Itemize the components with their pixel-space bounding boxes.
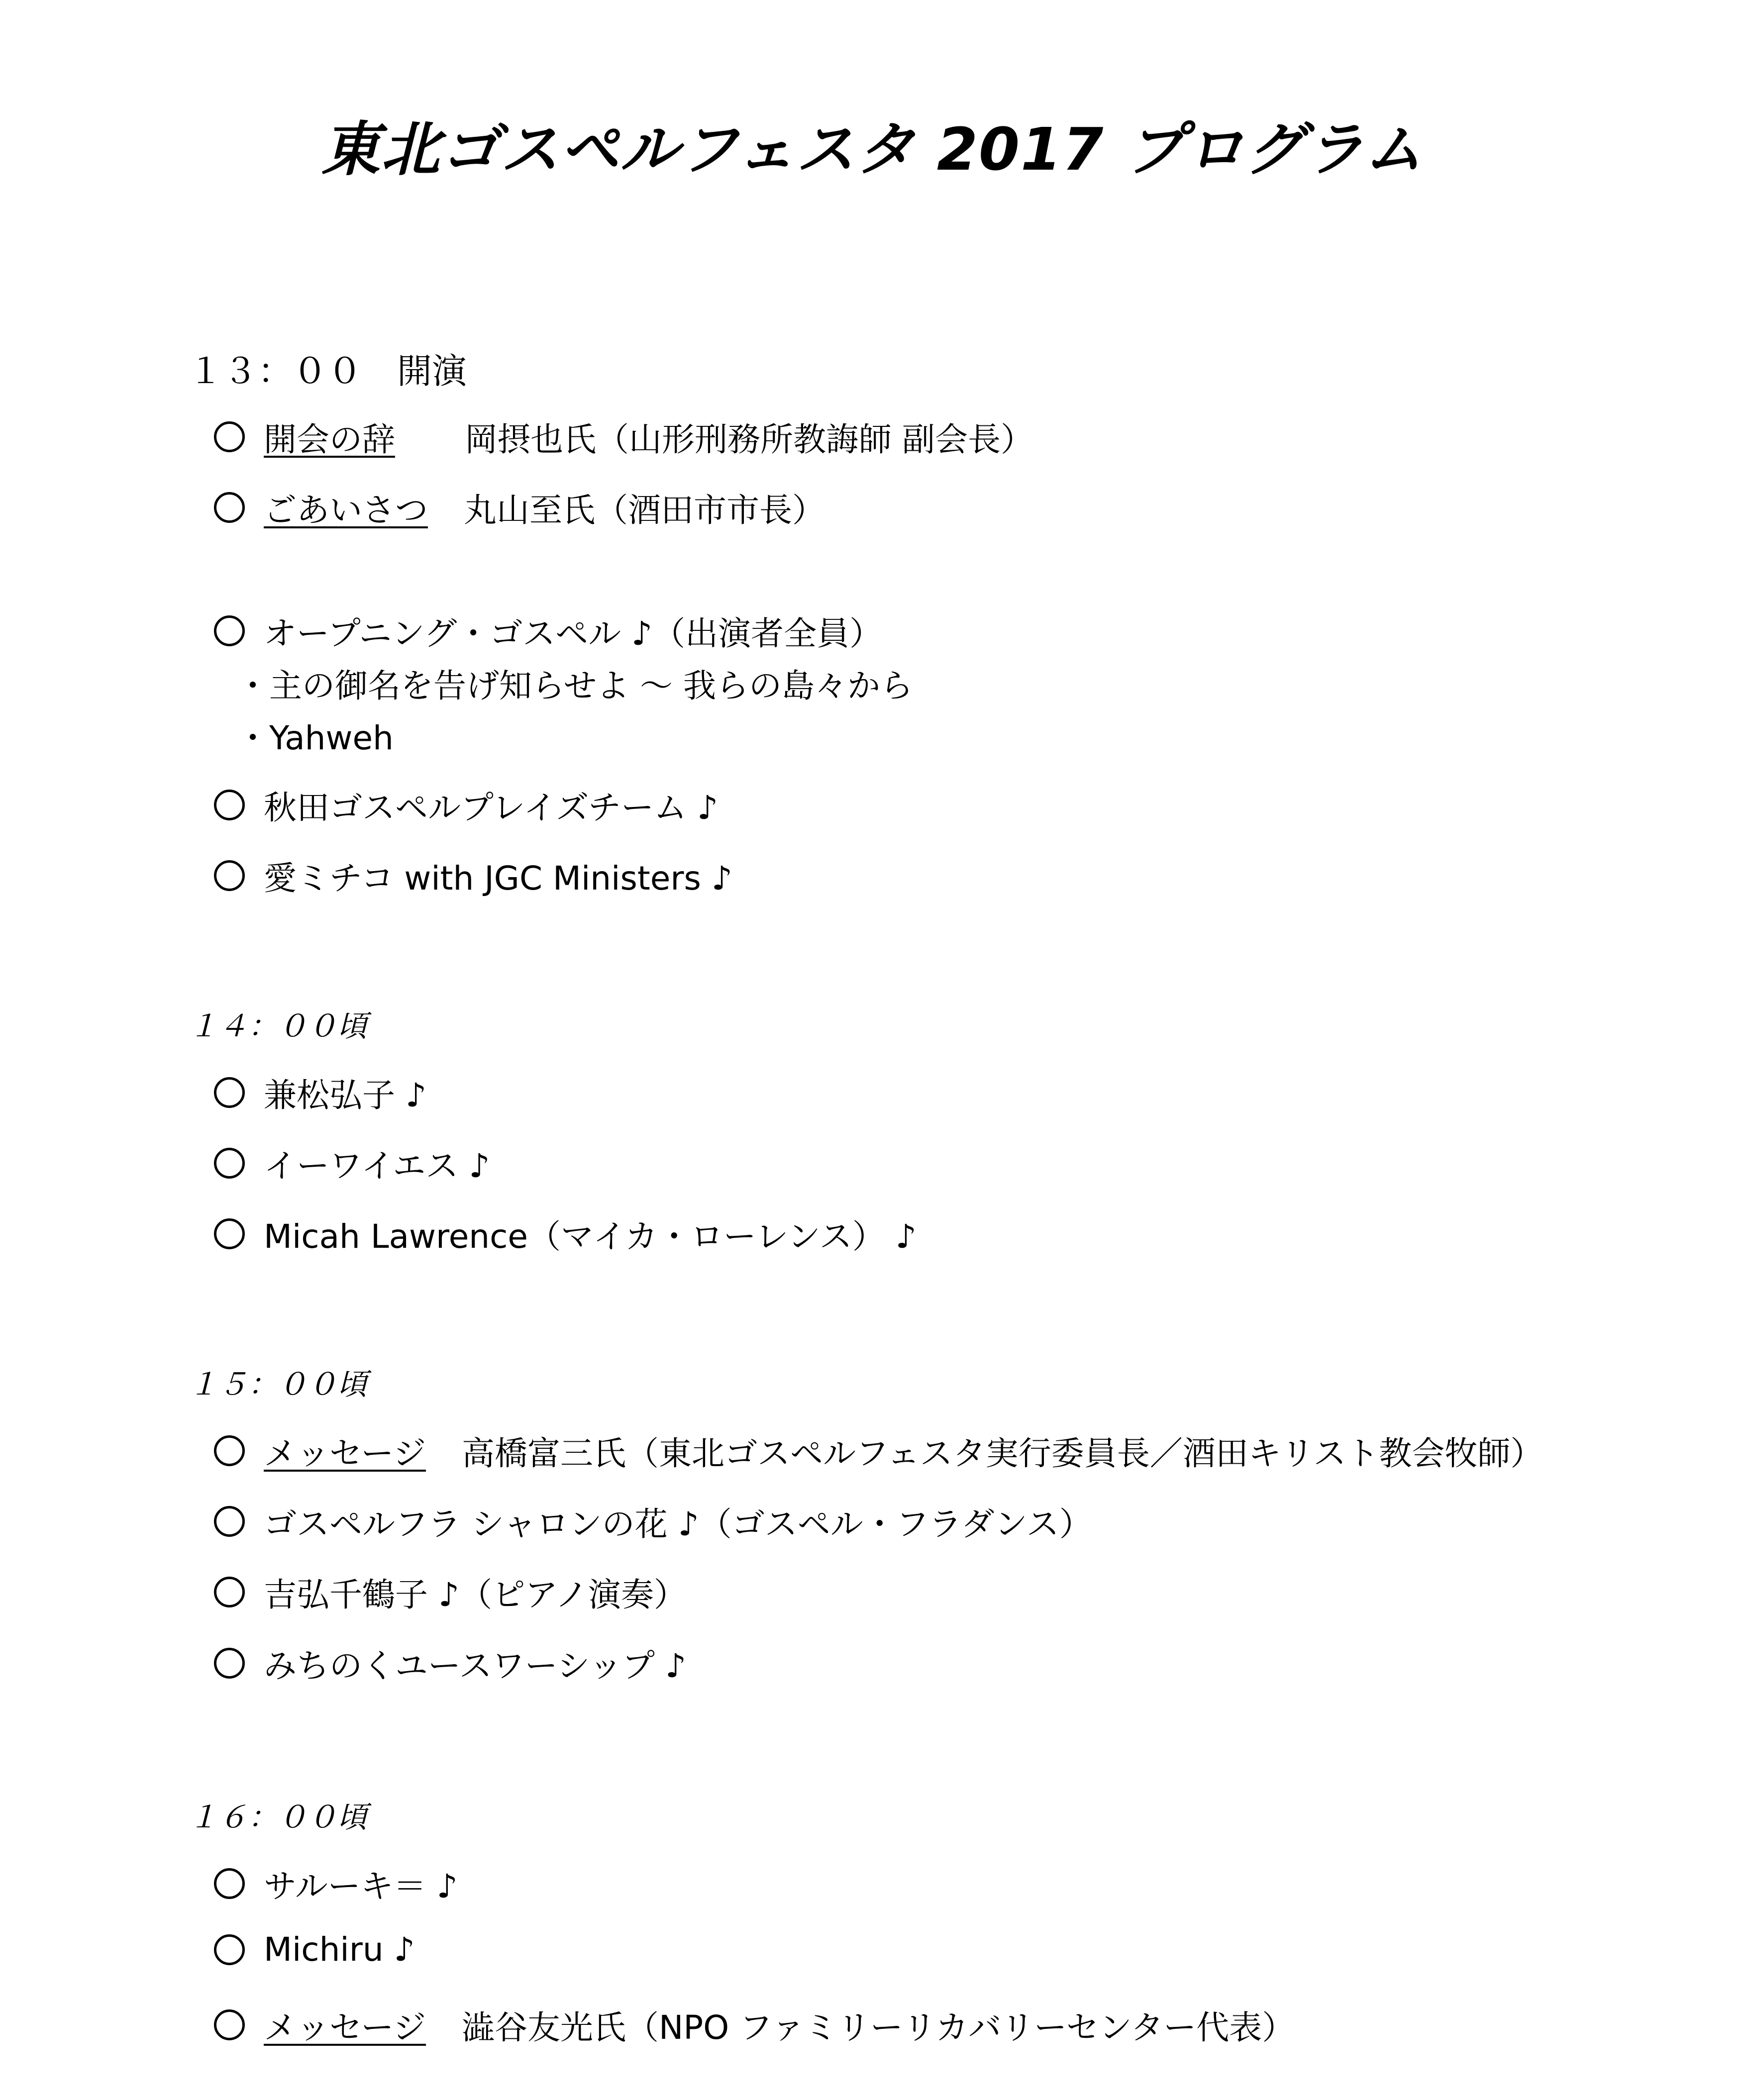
item-text: オープニング・ゴスペル ♪（出演者全員） (264, 614, 883, 653)
circle-bullet-icon (214, 1934, 245, 1965)
item-text: サルーキ＝ ♪ (264, 1867, 458, 1905)
program-item-opening-gospel (214, 607, 882, 654)
circle-bullet-icon (214, 1577, 245, 1607)
circle-bullet-icon (214, 1648, 245, 1679)
item-text: 吉弘千鶴子 ♪（ピアノ演奏） (264, 1576, 687, 1614)
program-item-saluki (214, 1860, 458, 1907)
song-item: ・主の御名を告げ知らせよ 〜 我らの島々から (236, 667, 913, 705)
page-title: 東北ゴスペルフェスタ 2017 プログラム (321, 115, 1424, 184)
circle-bullet-icon (214, 860, 245, 891)
program-item-akita-gospel (214, 781, 718, 828)
time-heading-1400: １４：００頃 (188, 1009, 367, 1044)
circle-bullet-icon (214, 1868, 245, 1899)
item-text: Michiru ♪ (264, 1930, 415, 1969)
item-detail: 澁谷友光氏（NPO ファミリーリカバリーセンター代表） (462, 2008, 1295, 2047)
program-item-eyes (214, 1139, 490, 1187)
program-item-kanematsu (214, 1069, 426, 1116)
circle-bullet-icon (214, 1148, 245, 1179)
item-label: メッセージ (264, 2008, 426, 2047)
item-text: 秋田ゴスペルプレイズチーム ♪ (264, 789, 719, 827)
circle-bullet-icon (214, 2009, 245, 2040)
program-item-opening-address (214, 413, 1033, 460)
item-text: イーワイエス ♪ (264, 1147, 490, 1185)
circle-bullet-icon (214, 1218, 245, 1249)
program-item-michiru (214, 1930, 415, 1969)
program-item-yoshihiro (214, 1568, 687, 1615)
program-item-gospel-hula (214, 1498, 1092, 1545)
item-detail: 岡摂也氏（山形刑務所教誨師 副会長） (465, 420, 1033, 459)
item-text: 兼松弘子 ♪ (264, 1076, 427, 1114)
program-item-micah-lawrence (214, 1210, 917, 1257)
circle-bullet-icon (214, 1506, 245, 1537)
item-label: 開会の辞 (264, 420, 395, 459)
circle-bullet-icon (214, 421, 245, 452)
item-detail: 丸山至氏（酒田市市長） (464, 491, 825, 529)
program-item-message-takahashi (214, 1427, 1543, 1474)
item-text: みちのくユースワーシップ ♪ (264, 1647, 687, 1685)
circle-bullet-icon (214, 492, 245, 523)
item-text: ゴスペルフラ シャロンの花 ♪（ゴスペル・フラダンス） (264, 1505, 1092, 1543)
time-heading-1300: １３：００ 開演 (188, 351, 467, 392)
program-item-message-shibuya (214, 2001, 1295, 2048)
program-item-greeting (214, 484, 825, 531)
time-heading-1600: １６：００頃 (188, 1800, 367, 1835)
circle-bullet-icon (214, 615, 245, 646)
item-label: メッセージ (264, 1434, 426, 1473)
time-heading-1500: １５：００頃 (188, 1367, 367, 1402)
circle-bullet-icon (214, 790, 245, 820)
item-text: Micah Lawrence（マイカ・ローレンス） ♪ (264, 1217, 917, 1256)
item-text: 愛ミチコ with JGC Ministers ♪ (264, 859, 732, 898)
circle-bullet-icon (214, 1435, 245, 1466)
item-detail: 高橋富三氏（東北ゴスペルフェスタ実行委員長／酒田キリスト教会牧師） (462, 1434, 1543, 1473)
item-label: ごあいさつ (264, 491, 428, 529)
program-item-ai-michiko (214, 852, 732, 899)
circle-bullet-icon (214, 1077, 245, 1108)
song-item: ・Yahweh (236, 719, 394, 757)
program-item-michinoku-youth (214, 1639, 686, 1687)
